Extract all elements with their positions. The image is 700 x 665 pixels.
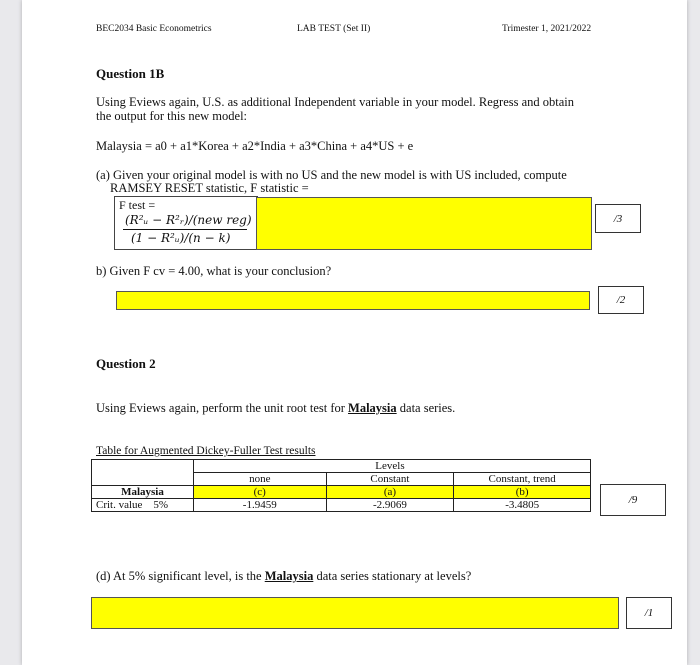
header-course: BEC2034 Basic Econometrics [96,24,212,34]
table-cell-empty [92,473,194,486]
mark-box-a: /3 [595,204,641,233]
answer-box-b[interactable] [116,291,590,310]
answer-box-a[interactable] [256,197,592,250]
q1b-intro-line1: Using Eviews again, U.S. as additional Independent variable in your model. Regress and obtain [96,95,575,109]
q2-part-d-pre: (d) At 5% significant level, is the [96,569,265,583]
col-header-constant: Constant [326,473,454,486]
table-cell-empty [454,460,591,473]
answer-cell-c[interactable]: (c) [193,486,326,499]
ftest-formula-box [114,196,258,250]
header-trimester: Trimester 1, 2021/2022 [502,24,592,34]
ftest-numerator: (R²ᵤ − R²ᵣ)/(new reg) [125,213,252,227]
table-row [92,486,591,499]
q2-intro-pre: Using Eviews again, perform the unit root test for [96,401,349,415]
q2-part-d-malaysia: Malaysia [264,569,314,583]
crit-value-constant-trend: -3.4805 [454,499,591,512]
ftest-label: F test = [119,198,156,212]
answer-box-d[interactable] [91,597,619,629]
mark-box-table: /9 [600,484,666,516]
q1b-model-equation: Malaysia = a0 + a1*Korea + a2*India + a3*China + a4*US + e [96,139,414,153]
answer-cell-a[interactable]: (a) [326,486,454,499]
crit-value-none: -1.9459 [193,499,326,512]
ftest-fraction-bar [123,229,247,230]
q2-intro-post: data series. [396,401,456,415]
question-2-title: Question 2 [96,356,156,371]
row-label-crit-value: Crit. value 5% [92,499,194,512]
q1b-part-a-line1: (a) Given your original model is with no US and the new model is with US included, compute [96,168,567,182]
answer-cell-b[interactable]: (b) [454,486,591,499]
question-1b-title: Question 1B [96,66,165,81]
mark-box-d: /1 [626,597,672,629]
levels-header: Levels [326,460,454,473]
q1b-part-a-line2: RAMSEY RESET statistic, F statistic = [110,181,309,195]
ftest-denominator: (1 − R²ᵤ)/(n − k) [131,231,231,245]
row-label-malaysia: Malaysia [92,486,194,499]
mark-box-b: /2 [598,286,644,314]
table-cell-empty [92,460,194,473]
table-row [92,473,591,486]
q1b-part-b: b) Given F cv = 4.00, what is your conclusion? [96,264,332,278]
table-cell-empty [193,460,326,473]
adf-results-table [91,459,591,512]
table-row [92,460,591,473]
col-header-constant-trend: Constant, trend [454,473,591,486]
q2-part-d [96,569,471,584]
q2-part-d-post: data series stationary at levels? [313,569,472,583]
q2-intro [96,401,455,416]
col-header-none: none [193,473,326,486]
document-page [22,0,687,665]
header-test: LAB TEST (Set II) [297,24,371,34]
q1b-intro-line2: the output for this new model: [96,109,248,123]
crit-value-constant: -2.9069 [326,499,454,512]
q2-intro-malaysia: Malaysia [348,401,397,415]
table-row [92,499,591,512]
adf-table-caption: Table for Augmented Dickey-Fuller Test results [96,445,316,457]
